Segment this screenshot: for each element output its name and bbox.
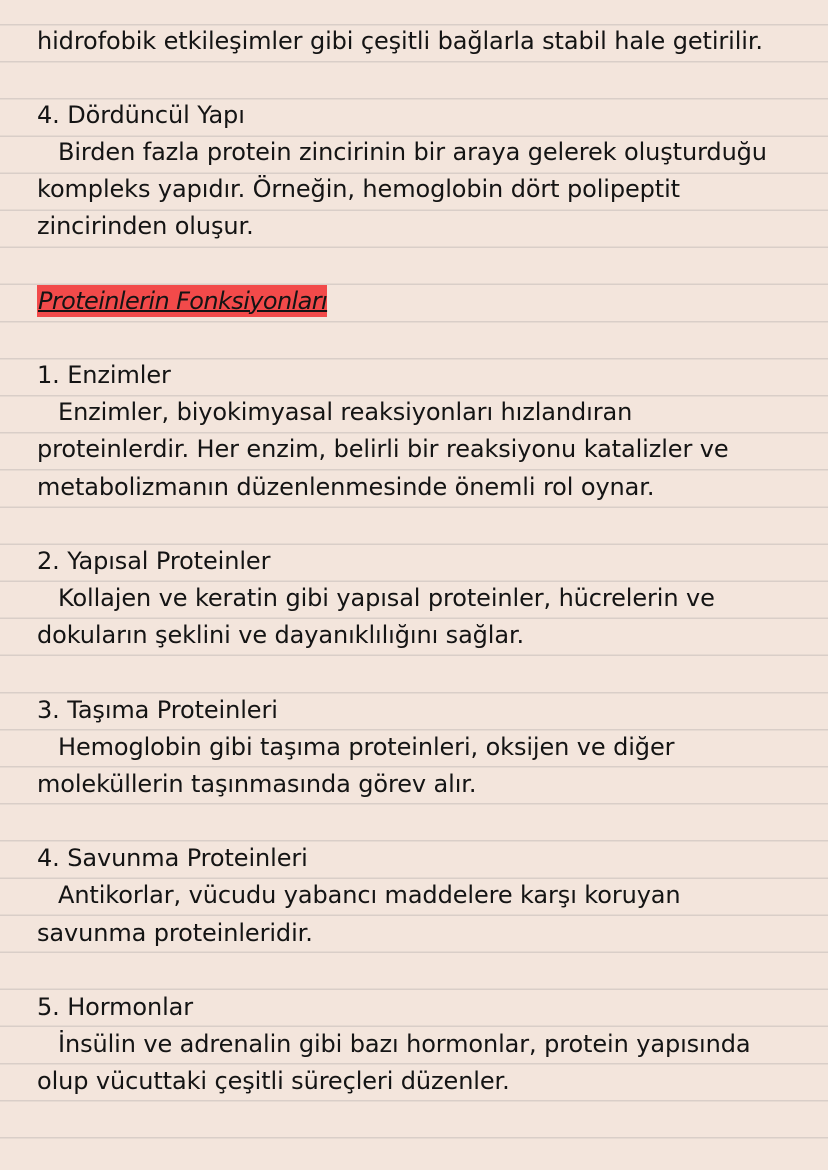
paragraph-line: savunma proteinleridir. bbox=[37, 919, 313, 947]
paragraph-line: İnsülin ve adrenalin gibi bazı hormonlar, protein yapısında bbox=[58, 1030, 751, 1058]
intro-continuation-line: hidrofobik etkileşimler gibi çeşitli bağlarla stabil hale getirilir. bbox=[37, 27, 763, 55]
functions-title-line bbox=[37, 283, 327, 320]
paragraph-line: Birden fazla protein zincirinin bir araya gelerek oluşturduğu bbox=[58, 138, 767, 166]
paragraph-line: moleküllerin taşınmasında görev alır. bbox=[37, 770, 477, 798]
paragraph-line: dokuların şeklini ve dayanıklılığını sağlar. bbox=[37, 621, 525, 649]
paragraph-line: kompleks yapıdır. Örneğin, hemoglobin dört polipeptit bbox=[37, 175, 680, 203]
paragraph-line: zincirinden oluşur. bbox=[37, 212, 254, 240]
paragraph-line: metabolizmanın düzenlenmesinde önemli rol oynar. bbox=[37, 473, 655, 501]
section-heading-hormones: 5. Hormonlar bbox=[37, 993, 194, 1021]
paragraph-line: Kollajen ve keratin gibi yapısal proteinler, hücrelerin ve bbox=[58, 584, 715, 612]
paragraph-line: Enzimler, biyokimyasal reaksiyonları hızlandıran bbox=[58, 398, 633, 426]
paragraph-line: Hemoglobin gibi taşıma proteinleri, oksijen ve diğer bbox=[58, 733, 675, 761]
functions-title: Proteinlerin Fonksiyonları bbox=[38, 287, 328, 315]
section-heading-transport: 3. Taşıma Proteinleri bbox=[37, 696, 278, 724]
paragraph-line: olup vücuttaki çeşitli süreçleri düzenler. bbox=[37, 1067, 510, 1095]
section-heading-defense: 4. Savunma Proteinleri bbox=[37, 844, 308, 872]
section-heading-structural: 2. Yapısal Proteinler bbox=[37, 547, 271, 575]
section-heading-enzymes: 1. Enzimler bbox=[37, 361, 171, 389]
paragraph-line: Antikorlar, vücudu yabancı maddelere karşı koruyan bbox=[58, 881, 681, 909]
paragraph-line: proteinlerdir. Her enzim, belirli bir reaksiyonu katalizler ve bbox=[37, 435, 729, 463]
section-heading-quaternary: 4. Dördüncül Yapı bbox=[37, 101, 245, 129]
